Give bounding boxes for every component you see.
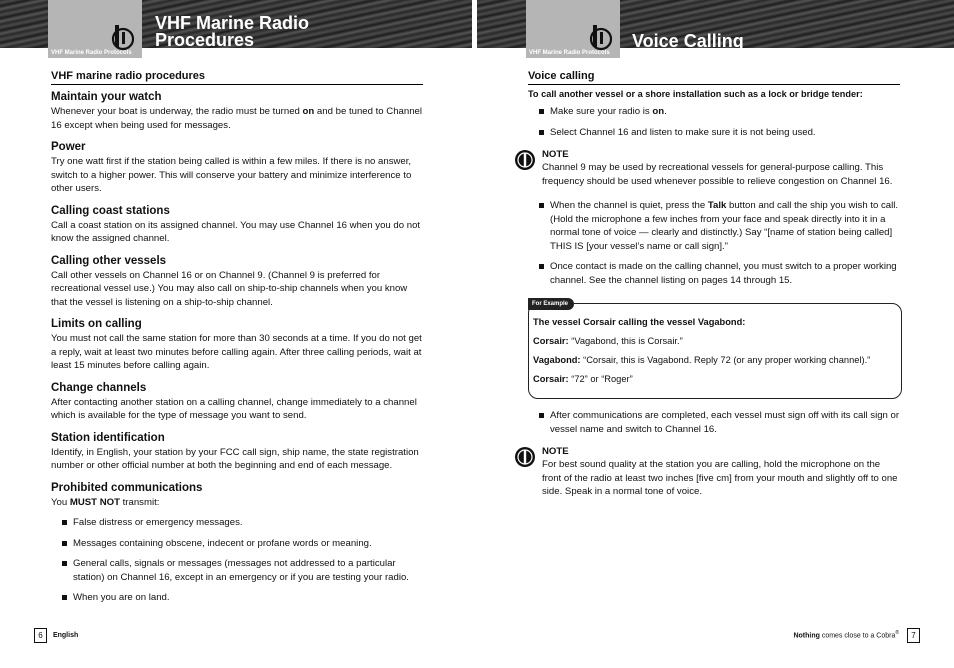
page-title: Voice Calling bbox=[632, 31, 744, 51]
bullet-square-icon bbox=[62, 561, 67, 566]
footer-brand-bold: Nothing bbox=[793, 632, 820, 640]
paragraph: After contacting another station on a calling channel, change immediately to a channel which is available for the type of message you want to send. bbox=[51, 396, 417, 421]
example-line: Corsair: “72” or “Roger” bbox=[533, 374, 633, 384]
paragraph: Try one watt first if the station being called is within a few miles. If there is no answer, switch to a higher power. This will conserve your battery and minimize interference to other users. bbox=[51, 156, 412, 194]
bullet-square-icon bbox=[539, 203, 544, 208]
note-text: Channel 9 may be used by recreational vessels for general-purpose calling. This frequency should be used whenever possible to relieve congestion on Channel 16. bbox=[542, 162, 893, 187]
example-heading: The vessel Corsair calling the vessel Vagabond: bbox=[533, 317, 746, 327]
footer-language: English bbox=[52, 632, 79, 640]
list-item: After communications are completed, each vessel must sign off with its call sign or vessel name and switch to Channel 16. bbox=[528, 409, 900, 436]
right-column bbox=[528, 70, 900, 499]
paragraph: Call other vessels on Channel 16 or on Channel 9. (Channel 9 is preferred for recreational vessel use.) You may also call on ship-to-ship channels when you know that the vessel is listening on a ship-to-ship channel. bbox=[51, 269, 408, 308]
example-tab: For Example bbox=[528, 298, 574, 310]
section-heading: VHF marine radio procedures bbox=[51, 70, 423, 85]
list-item: When the channel is quiet, press the Talk button and call the ship you wish to call. (Hold the microphone a few inches from your face and speak directly into it in a normal tone of voice — clearly and distinctly.) Say “[name of station being called] THIS IS [your vessel’s name or call sign].” bbox=[528, 199, 900, 253]
note-box bbox=[528, 149, 900, 188]
note-title: NOTE bbox=[542, 446, 569, 457]
bullet-square-icon bbox=[62, 595, 67, 600]
section-heading: Voice calling bbox=[528, 70, 900, 85]
example-line: Corsair: “Vagabond, this is Corsair.” bbox=[533, 336, 683, 346]
page-title bbox=[155, 15, 375, 49]
marine-radio-logo-icon bbox=[110, 22, 134, 52]
paragraph: Identify, in English, your station by your FCC call sign, ship name, the state registration number or other official number at both the beginning and end of each message. bbox=[51, 446, 419, 471]
paragraph: Whenever your boat is underway, the radio must be turned on and be tuned to Channel 16 except when being used for messages. bbox=[51, 106, 423, 131]
subheading: Power bbox=[51, 141, 86, 153]
subheading: Calling other vessels bbox=[51, 254, 167, 267]
page-title-line1: VHF Marine Radio bbox=[155, 13, 310, 33]
lead-text: To call another vessel or a shore installation such as a lock or bridge tender: bbox=[528, 89, 863, 99]
list-item: Select Channel 16 and listen to make sure it is not being used. bbox=[528, 126, 900, 140]
subheading: Calling coast stations bbox=[51, 204, 170, 217]
paragraph: You MUST NOT transmit: bbox=[51, 496, 160, 508]
bullet-square-icon bbox=[62, 520, 67, 525]
list-item: Messages containing obscene, indecent or profane words or meaning. bbox=[51, 537, 423, 551]
bullet-square-icon bbox=[62, 541, 67, 546]
subheading: Station identification bbox=[51, 431, 165, 444]
subheading: Prohibited communications bbox=[51, 481, 203, 494]
bullet-square-icon bbox=[539, 109, 544, 114]
bullet-square-icon bbox=[539, 413, 544, 418]
footer-left bbox=[34, 628, 78, 643]
list-item: Make sure your radio is on. bbox=[528, 105, 900, 119]
note-title: NOTE bbox=[542, 149, 569, 160]
left-column bbox=[51, 70, 423, 605]
page-number: 7 bbox=[907, 628, 920, 643]
subheading: Change channels bbox=[51, 381, 147, 394]
paragraph: Call a coast station on its assigned channel. You may use Channel 16 when you do not know the assigned channel. bbox=[51, 219, 421, 244]
note-info-icon bbox=[514, 446, 536, 468]
example-line: Vagabond: “Corsair, this is Vagabond. Reply 72 (or any proper working channel).” bbox=[533, 355, 871, 365]
page-title-line2: Procedures bbox=[155, 30, 255, 50]
note-text: For best sound quality at the station you are calling, hold the microphone on the front of the radio at least two inches [five cm] from your mouth and slightly off to one side. Speak in a normal tone of voice. bbox=[542, 459, 898, 497]
list-item: False distress or emergency messages. bbox=[51, 516, 423, 530]
page-number: 6 bbox=[34, 628, 47, 643]
list-item: General calls, signals or messages (messages not addressed to a particular station) on Channel 16, except in an emergency or if you are testing your radio. bbox=[51, 557, 423, 584]
bullet-square-icon bbox=[539, 130, 544, 135]
section-tab-label: VHF Marine Radio Protocols bbox=[51, 50, 132, 56]
subheading: Limits on calling bbox=[51, 318, 142, 330]
section-tab-label: VHF Marine Radio Protocols bbox=[529, 50, 610, 56]
paragraph: You must not call the same station for more than 30 seconds at a time. If you do not get a reply, wait at least two minutes before calling again. After three calling periods, wait at least 15 minutes before calling again. bbox=[51, 333, 422, 371]
footer-tagline: comes close to a Cobra bbox=[819, 632, 896, 640]
subheading: Maintain your watch bbox=[51, 91, 162, 103]
list-item: Once contact is made on the calling channel, you must switch to a proper working channel. See the channel listing on pages 14 through 15. bbox=[528, 260, 900, 287]
bullet-square-icon bbox=[539, 264, 544, 269]
note-info-icon bbox=[514, 149, 536, 171]
example-box bbox=[528, 303, 902, 399]
note-box bbox=[528, 446, 900, 499]
marine-radio-logo-icon bbox=[588, 22, 612, 52]
list-item: When you are on land. bbox=[51, 591, 423, 605]
footer-right bbox=[793, 628, 920, 643]
registered-mark: ® bbox=[895, 630, 900, 637]
